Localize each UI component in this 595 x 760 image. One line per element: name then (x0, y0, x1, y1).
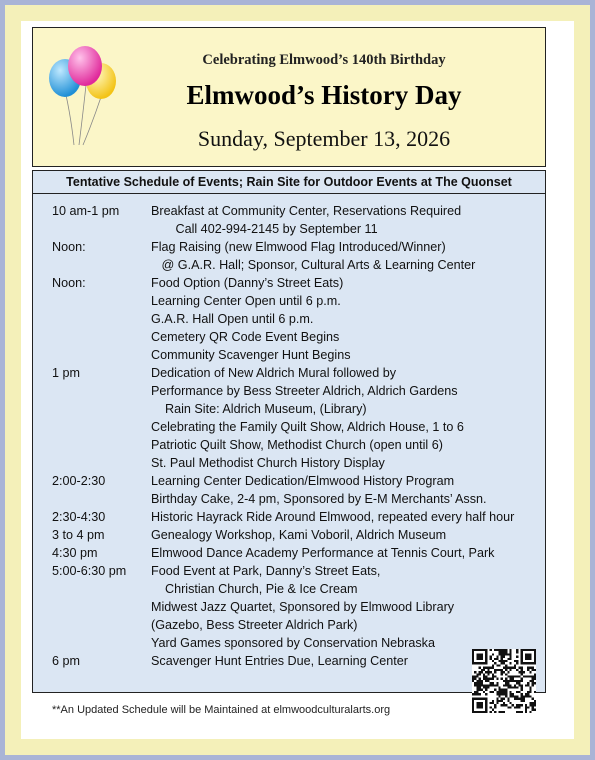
schedule-row (33, 580, 545, 598)
schedule-description: Community Scavenger Hunt Begins (151, 348, 351, 362)
page-title: Elmwood’s History Day (186, 80, 462, 110)
schedule-time: 6 pm (52, 654, 80, 668)
schedule-description: Flag Raising (new Elmwood Flag Introduced/Winner) (151, 240, 446, 254)
schedule-description: Cemetery QR Code Event Begins (151, 330, 340, 344)
schedule-row (33, 310, 545, 328)
qr-code-icon[interactable] (472, 649, 536, 713)
schedule-rows (33, 202, 545, 670)
schedule-description: (Gazebo, Bess Streeter Aldrich Park) (151, 618, 358, 632)
schedule-row (33, 472, 545, 490)
schedule-description: Celebrating the Family Quilt Show, Aldrich House, 1 to 6 (151, 420, 464, 434)
schedule-description: Food Event at Park, Danny’s Street Eats, (151, 564, 381, 578)
schedule-description: Learning Center Dedication/Elmwood History Program (151, 474, 455, 488)
schedule-description: Breakfast at Community Center, Reservations Required (151, 204, 462, 218)
schedule-row (33, 346, 545, 364)
schedule-time: 3 to 4 pm (52, 528, 105, 542)
schedule-description: Midwest Jazz Quartet, Sponsored by Elmwood Library (151, 600, 455, 614)
schedule-row (33, 598, 545, 616)
schedule-box (32, 170, 546, 693)
schedule-description: Rain Site: Aldrich Museum, (Library) (151, 402, 367, 416)
schedule-description: Call 402-994-2145 by September 11 (151, 222, 378, 236)
schedule-row (33, 400, 545, 418)
schedule-time: 4:30 pm (52, 546, 98, 560)
schedule-row (33, 382, 545, 400)
schedule-description: Historic Hayrack Ride Around Elmwood, repeated every half hour (151, 510, 515, 524)
schedule-description: Yard Games sponsored by Conservation Nebraska (151, 636, 435, 650)
header-subtitle: Celebrating Elmwood’s 140th Birthday (202, 52, 446, 68)
schedule-row (33, 526, 545, 544)
schedule-row (33, 544, 545, 562)
schedule-description: Patriotic Quilt Show, Methodist Church (open until 6) (151, 438, 443, 452)
schedule-time: 1 pm (52, 366, 80, 380)
schedule-row (33, 274, 545, 292)
schedule-time: 10 am-1 pm (52, 204, 120, 218)
schedule-description: St. Paul Methodist Church History Display (151, 456, 385, 470)
schedule-row (33, 238, 545, 256)
schedule-row (33, 418, 545, 436)
schedule-row (33, 490, 545, 508)
schedule-description: Food Option (Danny’s Street Eats) (151, 276, 344, 290)
flyer-header (32, 27, 546, 167)
schedule-row (33, 634, 545, 652)
schedule-time: 2:30-4:30 (52, 510, 106, 524)
schedule-row (33, 202, 545, 220)
schedule-row (33, 616, 545, 634)
schedule-row (33, 256, 545, 274)
schedule-row (33, 328, 545, 346)
schedule-row (33, 220, 545, 238)
schedule-time: Noon: (52, 276, 86, 290)
schedule-description: Birthday Cake, 2-4 pm, Sponsored by E-M Merchants’ Assn. (151, 492, 487, 506)
schedule-row (33, 436, 545, 454)
schedule-description: Genealogy Workshop, Kami Voboril, Aldrich Museum (151, 528, 447, 542)
schedule-row (33, 364, 545, 382)
schedule-heading: Tentative Schedule of Events; Rain Site for Outdoor Events at The Quonset (33, 171, 545, 194)
schedule-description: Dedication of New Aldrich Mural followed by (151, 366, 396, 380)
schedule-time: 5:00-6:30 pm (52, 564, 127, 578)
schedule-description: Scavenger Hunt Entries Due, Learning Center (151, 654, 408, 668)
schedule-description: Learning Center Open until 6 p.m. (151, 294, 341, 308)
schedule-time: Noon: (52, 240, 86, 254)
schedule-time: 2:00-2:30 (52, 474, 106, 488)
schedule-description: G.A.R. Hall Open until 6 p.m. (151, 312, 314, 326)
schedule-description: Performance by Bess Streeter Aldrich, Aldrich Gardens (151, 384, 458, 398)
schedule-row (33, 508, 545, 526)
schedule-row (33, 562, 545, 580)
schedule-description: Christian Church, Pie & Ice Cream (151, 582, 358, 596)
schedule-row (33, 454, 545, 472)
schedule-row (33, 292, 545, 310)
schedule-description: Elmwood Dance Academy Performance at Tennis Court, Park (151, 546, 495, 560)
schedule-description: @ G.A.R. Hall; Sponsor, Cultural Arts & Learning Center (151, 258, 476, 272)
schedule-row (33, 652, 545, 670)
footer-note: **An Updated Schedule will be Maintained at elmwoodculturalarts.org (52, 704, 391, 716)
event-date: Sunday, September 13, 2026 (197, 126, 451, 151)
